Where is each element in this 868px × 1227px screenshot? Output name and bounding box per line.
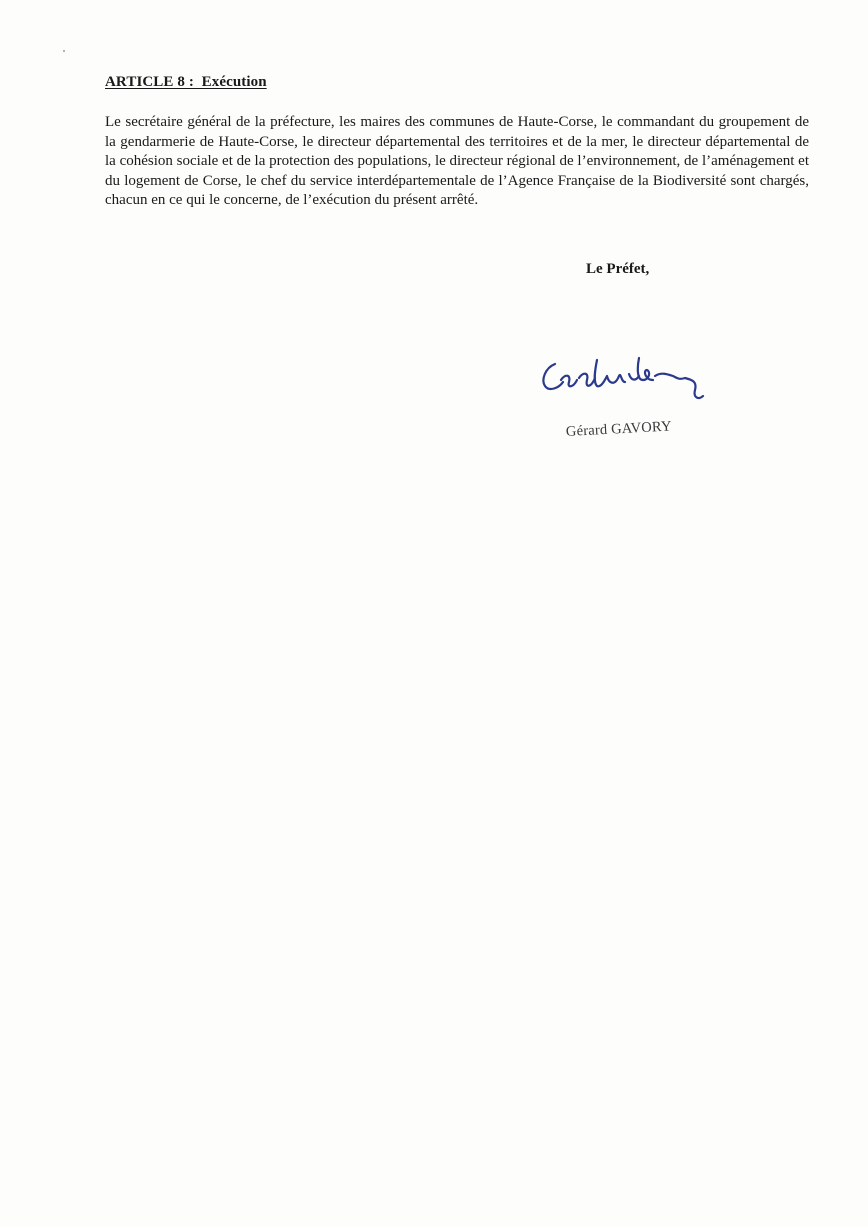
scan-speck: [63, 50, 65, 52]
signatory-title: Le Préfet,: [586, 261, 650, 277]
article-heading: ARTICLE 8 : Exécution: [105, 74, 267, 90]
article-body-paragraph: Le secrétaire général de la préfecture, les maires des communes de Haute-Corse, le commandant du groupement de la gendarmerie de Haute-Corse, le directeur départemental des territoires et de la mer, le directeur départemental de la cohésion sociale et de la protection des populations, le directeur régional de l’environnement, de l’aménagement et du logement de Corse, le chef du service interdépartementale de l’Agence Française de la Biodiversité sont chargés, chacun en ce qui le concerne, de l’exécution du présent arrêté.: [105, 114, 809, 209]
handwritten-signature: [535, 350, 725, 410]
signatory-name-stamp: Gérard GAVORY: [565, 418, 673, 440]
